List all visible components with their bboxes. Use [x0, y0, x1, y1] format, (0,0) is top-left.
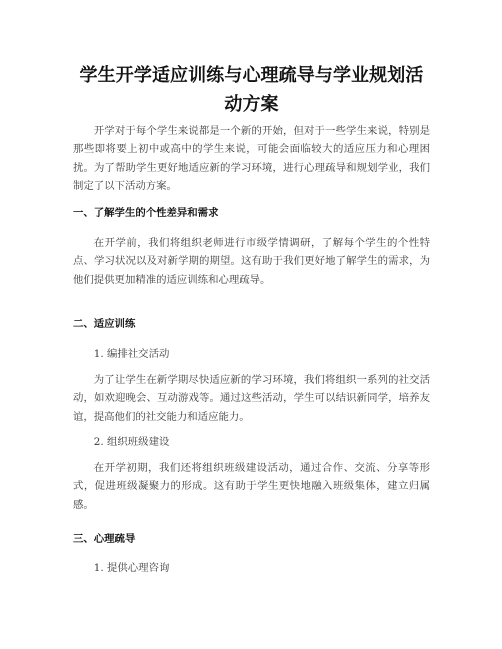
subsection-paragraph: 为了让学生在新学期尽快适应新的学习环境，我们将组织一系列的社交活动，如欢迎晚会、互动游戏等。通过这些活动，学生可以结识新同学，培养友谊，提高他们的社交能力和适应能力。	[73, 374, 430, 423]
subsection-label: 1. 提供心理咨询	[93, 561, 170, 574]
intro-paragraph: 开学对于每个学生来说都是一个新的开始，但对于一些学生来说，特别是那些即将要上初中或高中的学生来说，可能会面临较大的适应压力和心理困扰。为了帮助学生更好地适应新的学习环境，进行心理疏导和规划学业，我们制定了以下活动方案。	[73, 125, 430, 192]
subsection-paragraph: 在开学初期，我们还将组织班级建设活动，通过合作、交流、分享等形式，促进班级凝聚力的形成。这有助于学生更快地融入班级集体，建立归属感。	[73, 461, 430, 511]
section-understand-students	[73, 204, 430, 289]
section-adaptation-training	[73, 315, 430, 514]
section-psychological-counseling	[73, 530, 430, 577]
document-page	[73, 0, 430, 577]
subsection-label: 1. 编排社交活动	[93, 348, 170, 361]
section-paragraph: 在开学前，我们将组织老师进行市级学情调研，了解每个学生的个性特点、学习状况以及对新学期的期望。这有助于我们更好地了解学生的需求，为他们提供更加精准的适应训练和心理疏导。	[73, 237, 430, 286]
document-title: 学生开学适应训练与心理疏导与学业规划活动方案	[79, 65, 424, 115]
section-heading: 三、心理疏导	[73, 532, 136, 545]
section-heading: 二、适应训练	[73, 318, 136, 331]
subsection-label: 2. 组织班级建设	[93, 435, 170, 448]
section-heading: 一、了解学生的个性差异和需求	[73, 207, 219, 220]
